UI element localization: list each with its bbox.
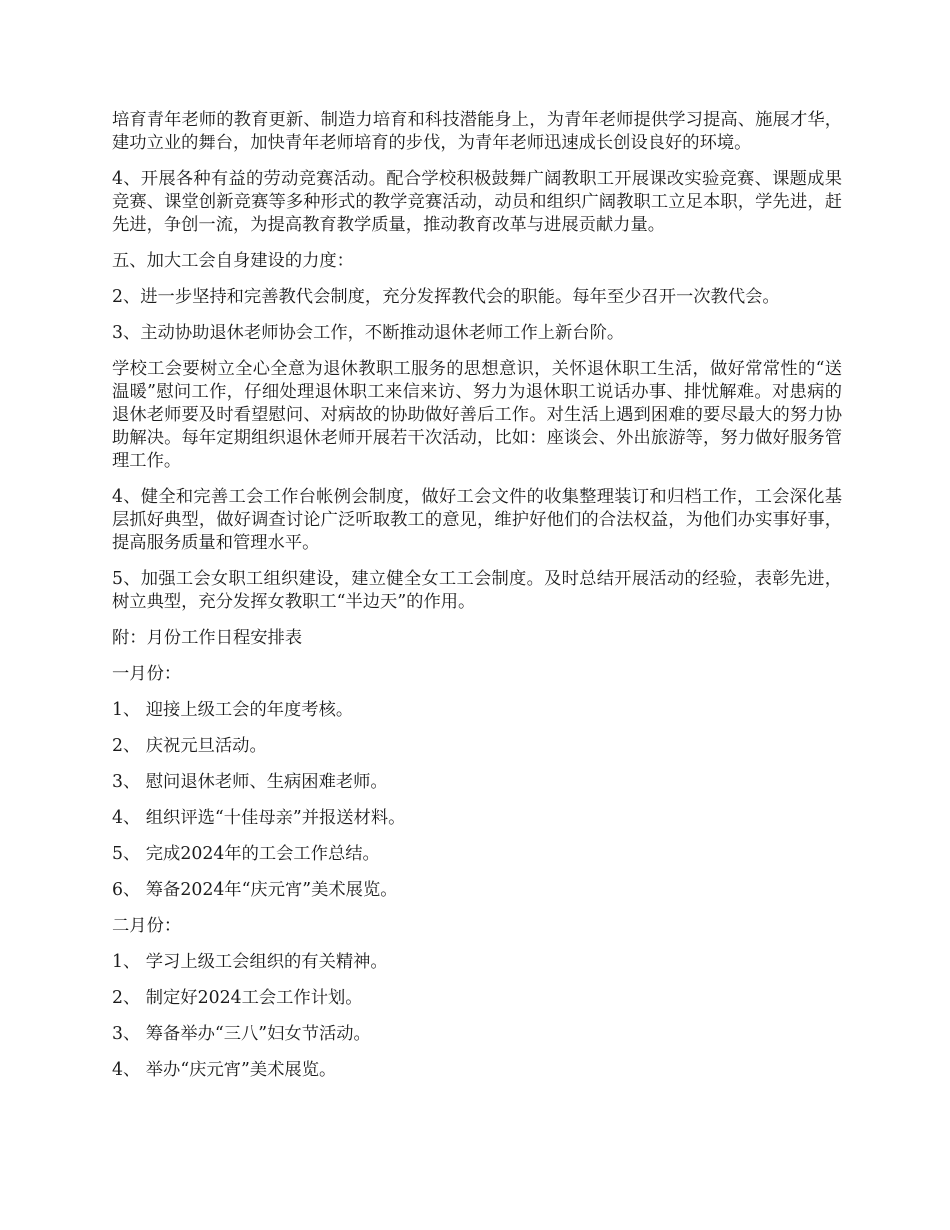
list-item: 5、 完成2024年的工会工作总结。 xyxy=(112,844,380,864)
section-heading-union-building: 五、加大工会自身建设的力度： xyxy=(112,251,354,271)
list-item: 3、 筹备举办“三八”妇女节活动。 xyxy=(112,1024,371,1044)
paragraph-female-staff: 5、加强工会女职工组织建设，建立健全女工工会制度。及时总结开展活动的经验，表彰先进，树立典型，充分发挥女教职工“半边天”的作用。 xyxy=(112,569,842,612)
paragraph-ledger-system: 4、健全和完善工会工作台帐例会制度，做好工会文件的收集整理装订和归档工作，工会深化基层抓好典型，做好调查讨论广泛听取教工的意见，维护好他们的合法权益，为他们办实事好事，提高服务质量和管理水平。 xyxy=(112,487,842,553)
list-item: 6、 筹备2024年“庆元宵”美术展览。 xyxy=(112,880,398,900)
paragraph-retired-service: 学校工会要树立全心全意为退休教职工服务的思想意识，关怀退休职工生活，做好常常性的“送温暖”慰问工作，仔细处理退休职工来信来访、努力为退休职工说话办事、排忧解难。对患病的退休老师要及时看望慰问、对病故的协助做好善后工作。对生活上遇到困难的要尽最大的努力协助解决。每年定期组织退休老师开展若干次活动，比如：座谈会、外出旅游等，努力做好服务管理工作。 xyxy=(112,359,842,471)
list-item: 1、 迎接上级工会的年度考核。 xyxy=(112,700,354,720)
paragraph-staff-congress: 2、进一步坚持和完善教代会制度，充分发挥教代会的职能。每年至少召开一次教代会。 xyxy=(112,287,780,307)
schedule-title: 附：月份工作日程安排表 xyxy=(112,628,303,648)
document-body xyxy=(112,109,842,1095)
paragraph-retired-association: 3、主动协助退休老师协会工作，不断推动退休老师工作上新台阶。 xyxy=(112,323,625,343)
list-item: 2、 庆祝元旦活动。 xyxy=(112,736,267,756)
month-label-january: 一月份： xyxy=(112,664,182,684)
list-item: 1、 学习上级工会组织的有关精神。 xyxy=(112,952,388,972)
list-item: 4、 举办“庆元宵”美术展览。 xyxy=(112,1060,337,1080)
month-label-february: 二月份： xyxy=(112,916,182,936)
list-item: 3、 慰问退休老师、生病困难老师。 xyxy=(112,772,388,792)
list-item: 4、 组织评选“十佳母亲”并报送材料。 xyxy=(112,808,406,828)
paragraph-young-teachers: 培育青年老师的教育更新、制造力培育和科技潜能身上，为青年老师提供学习提高、施展才华，建功立业的舞台，加快青年老师培育的步伐，为青年老师迅速成长创设良好的环境。 xyxy=(112,110,842,153)
paragraph-labor-competition: 4、开展各种有益的劳动竞赛活动。配合学校积极鼓舞广阔教职工开展课改实验竞赛、课题成果竞赛、课堂创新竞赛等多种形式的教学竞赛活动，动员和组织广阔教职工立足本职，学先进，赶先进，争创一流，为提高教育教学质量，推动教育改革与进展贡献力量。 xyxy=(112,169,842,235)
list-item: 2、 制定好2024工会工作计划。 xyxy=(112,988,363,1008)
